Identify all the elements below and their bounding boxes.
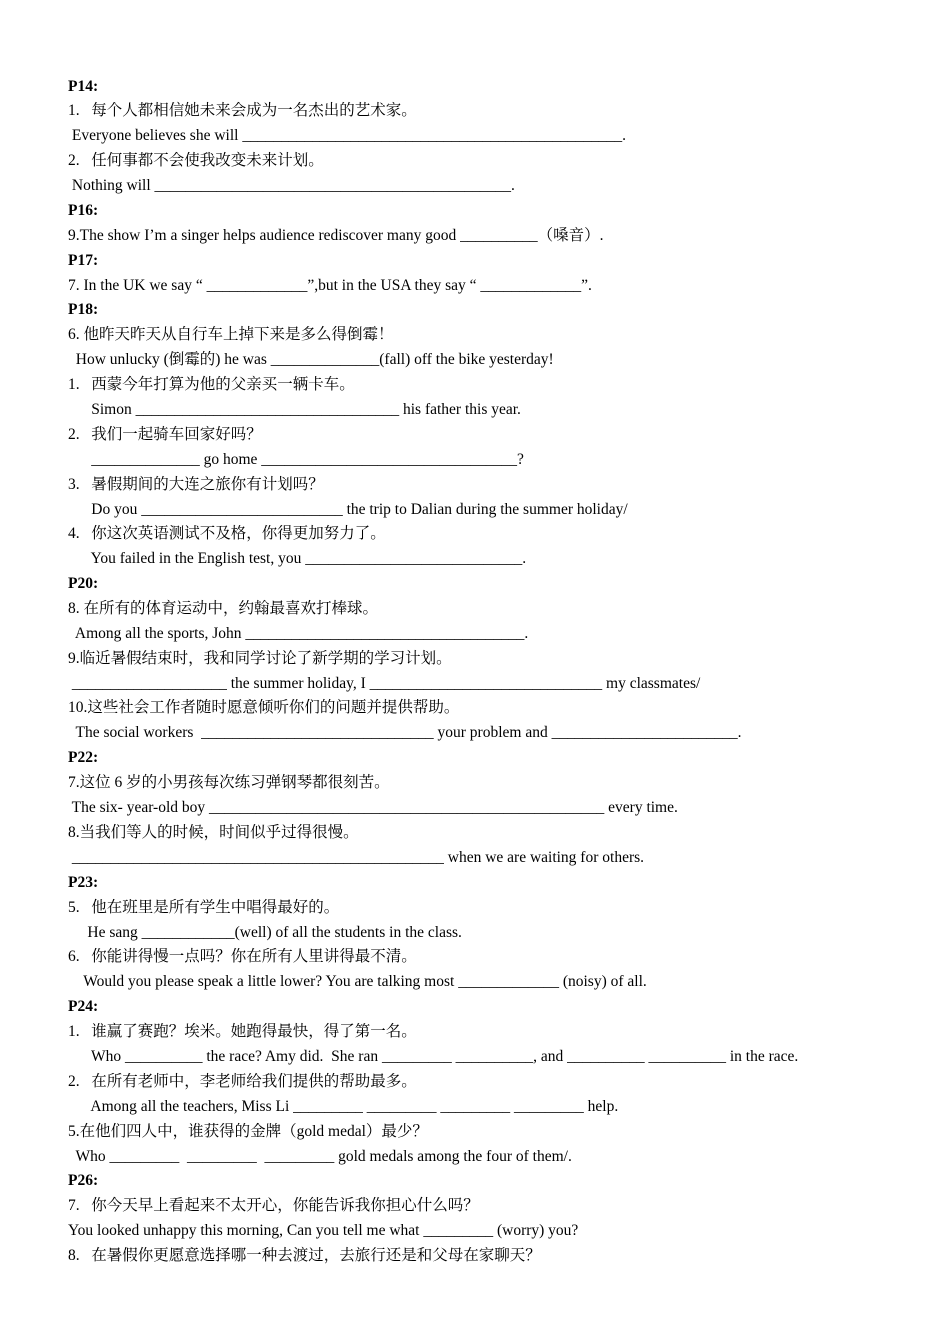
question-chinese: 8. 在暑假你更愿意选择哪一种去渡过，去旅行还是和父母在家聊天？ bbox=[68, 1247, 541, 1264]
question-chinese: 7. 你今天早上看起来不太开心，你能告诉我你担心什么吗？ bbox=[68, 1197, 479, 1214]
section-heading-p17: P17: bbox=[68, 252, 99, 269]
answer-line: Nothing will ______________________________________________. bbox=[68, 177, 515, 194]
section-heading-p22: P22: bbox=[68, 749, 99, 766]
answer-line: Among all the sports, John ____________________________________. bbox=[68, 625, 529, 642]
question-chinese: 1. 每个人都相信她未来会成为一名杰出的艺术家。 bbox=[68, 102, 417, 119]
section-heading-p23: P23: bbox=[68, 874, 99, 891]
section-heading-p18: P18: bbox=[68, 301, 99, 318]
answer-line: Everyone believes she will _________________________________________________. bbox=[68, 127, 626, 144]
question-chinese: 2. 任何事都不会使我改变未来计划。 bbox=[68, 152, 324, 169]
question-chinese: 9.临近暑假结束时，我和同学讨论了新学期的学习计划。 bbox=[68, 650, 452, 667]
question-chinese: 7.这位 6 岁的小男孩每次练习弹钢琴都很刻苦。 bbox=[68, 774, 390, 791]
question-chinese: 8.当我们等人的时候，时间似乎过得很慢。 bbox=[68, 824, 359, 841]
answer-line: Would you please speak a little lower? You are talking most _____________ (noisy) of all. bbox=[68, 973, 647, 990]
question-chinese: 2. 在所有老师中，李老师给我们提供的帮助最多。 bbox=[68, 1073, 417, 1090]
answer-line: How unlucky (倒霉的) he was ______________(fall) off the bike yesterday! bbox=[68, 351, 554, 368]
answer-line: Simon __________________________________ his father this year. bbox=[68, 401, 521, 418]
section-heading-p24: P24: bbox=[68, 998, 99, 1015]
question-chinese: 5. 他在班里是所有学生中唱得最好的。 bbox=[68, 899, 340, 916]
answer-line: Among all the teachers, Miss Li _________ _________ _________ _________ help. bbox=[68, 1098, 619, 1115]
question-chinese: 2. 我们一起骑车回家好吗？ bbox=[68, 426, 262, 443]
question-chinese: 3. 暑假期间的大连之旅你有计划吗？ bbox=[68, 476, 324, 493]
answer-line: Do you __________________________ the trip to Dalian during the summer holiday/ bbox=[68, 501, 628, 518]
section-heading-p20: P20: bbox=[68, 575, 99, 592]
question-chinese: 5.在他们四人中，谁获得的金牌（gold medal）最少？ bbox=[68, 1123, 428, 1140]
question-chinese: 1. 谁赢了赛跑？埃米。她跑得最快，得了第一名。 bbox=[68, 1023, 417, 1040]
answer-line: Who __________ the race? Amy did. She ran _________ __________, and __________ __________ in the race. bbox=[68, 1048, 799, 1065]
answer-line: ______________ go home _________________________________? bbox=[68, 451, 524, 468]
answer-line: He sang ____________(well) of all the students in the class. bbox=[68, 924, 462, 941]
section-heading-p14: P14: bbox=[68, 78, 99, 95]
question-chinese: 6. 他昨天昨天从自行车上掉下来是多么得倒霉！ bbox=[68, 326, 394, 343]
question-chinese: 6. 你能讲得慢一点吗？你在所有人里讲得最不清。 bbox=[68, 948, 417, 965]
answer-line: ____________________ the summer holiday, I ______________________________ my classmates/ bbox=[68, 675, 701, 692]
question-chinese: 8. 在所有的体育运动中，约翰最喜欢打棒球。 bbox=[68, 600, 379, 617]
question-chinese: 10.这些社会工作者随时愿意倾听你们的问题并提供帮助。 bbox=[68, 699, 460, 716]
answer-line: The social workers ______________________________ your problem and ________________________. bbox=[68, 724, 742, 741]
question-chinese: 1. 西蒙今年打算为他的父亲买一辆卡车。 bbox=[68, 376, 355, 393]
answer-line: The six- year-old boy ___________________________________________________ every time. bbox=[68, 799, 678, 816]
section-heading-p16: P16: bbox=[68, 202, 99, 219]
answer-line: You looked unhappy this morning, Can you tell me what _________ (worry) you? bbox=[68, 1222, 579, 1239]
question-line: 9.The show I’m a singer helps audience rediscover many good __________（嗓音）. bbox=[68, 227, 604, 244]
answer-line: Who _________ _________ _________ gold medals among the four of them/. bbox=[68, 1148, 572, 1165]
section-heading-p26: P26: bbox=[68, 1172, 99, 1189]
answer-line: ________________________________________________ when we are waiting for others. bbox=[68, 849, 645, 866]
question-chinese: 4. 你这次英语测试不及格，你得更加努力了。 bbox=[68, 525, 386, 542]
answer-line: You failed in the English test, you ____________________________. bbox=[68, 550, 527, 567]
question-line: 7. In the UK we say “ _____________”,but in the USA they say “ _____________”. bbox=[68, 277, 592, 294]
